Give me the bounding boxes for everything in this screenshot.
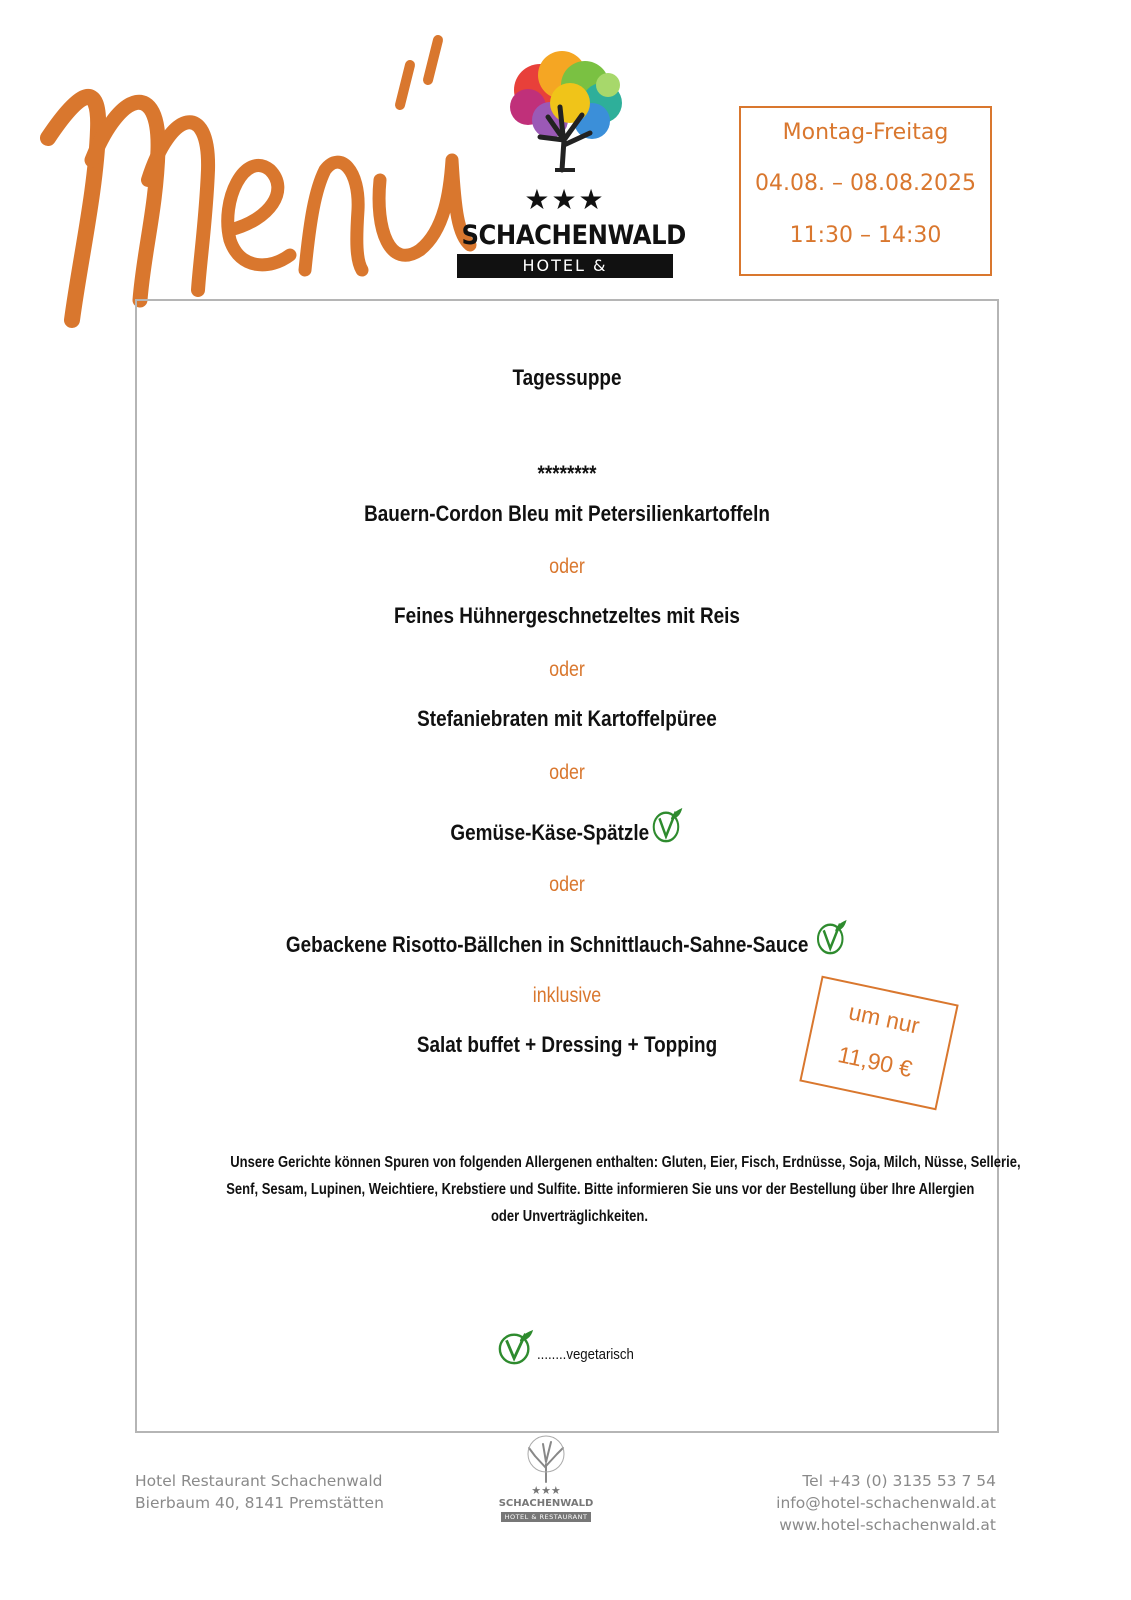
vegetarian-icon (815, 918, 848, 956)
footer-logo-subtitle: HOTEL & RESTAURANT (501, 1512, 591, 1522)
inclusive-label: inklusive (532, 984, 602, 1007)
allergen-note (155, 1149, 1021, 1230)
logo-name: SCHACHENWALD (461, 220, 686, 251)
allergen-line-3: oder Unverträglichkeiten. (490, 1208, 648, 1225)
footer-contact (776, 1470, 996, 1536)
footer-logo (496, 1432, 596, 1524)
dish-2: Feines Hühnergeschnetzeltes mit Reis (394, 603, 740, 628)
separator-2: oder (549, 658, 585, 681)
salad-item: Salat buffet + Dressing + Topping (416, 1032, 718, 1057)
logo-stars: ★★★ (524, 183, 606, 216)
hotel-logo (450, 45, 686, 299)
dish-4: Gemüse-Käse-Spätzle (450, 820, 650, 845)
schedule-box (739, 106, 992, 276)
menu-title (40, 20, 510, 330)
vegetarian-legend-label: ........vegetarisch (537, 1346, 634, 1363)
soup-item: Tagessuppe (512, 365, 622, 390)
menu-divider: ******** (537, 461, 597, 486)
footer-phone: Tel +43 (0) 3135 53 7 54 (802, 1472, 996, 1490)
footer-address (135, 1470, 384, 1514)
menu-frame (135, 299, 1021, 1433)
schedule-hours: 11:30 – 14:30 (789, 223, 942, 248)
allergen-line-2: Senf, Sesam, Lupinen, Weichtiere, Krebstiere und Sulfite. Bitte informieren Sie uns vor der Bestellung über Ihre Allergien (226, 1181, 975, 1198)
footer-logo-stars: ★★★ (531, 1484, 561, 1497)
price-prefix: um nur (846, 998, 922, 1039)
footer-website[interactable]: www.hotel-schachenwald.at (779, 1516, 996, 1534)
schedule-dates: 04.08. – 08.08.2025 (755, 171, 976, 196)
dish-5-row (197, 918, 937, 958)
logo-subtitle: HOTEL & RESTAURANT (457, 254, 673, 278)
price-box (799, 976, 958, 1111)
separator-3: oder (549, 761, 585, 784)
tree-icon (521, 1432, 571, 1484)
dish-5: Gebackene Risotto-Bällchen in Schnittlauch-Sahne-Sauce (285, 932, 809, 957)
footer-hotel-name: Hotel Restaurant Schachenwald (135, 1472, 383, 1490)
vegetarian-icon (497, 1328, 535, 1366)
dish-1: Bauern-Cordon Bleu mit Petersilienkartoffeln (364, 501, 770, 526)
vegetarian-icon (651, 806, 684, 844)
rainbow-tree-icon (500, 45, 630, 175)
vegetarian-legend (497, 1326, 697, 1371)
schedule-days: Montag-Freitag (782, 120, 949, 145)
separator-4: oder (549, 873, 585, 896)
footer-street: Bierbaum 40, 8141 Premstätten (135, 1494, 384, 1512)
dish-4-row (197, 806, 937, 846)
dish-3: Stefaniebraten mit Kartoffelpüree (417, 706, 717, 731)
price-amount: 11,90 € (835, 1041, 915, 1083)
separator-1: oder (549, 555, 585, 578)
allergen-line-1: Unsere Gerichte können Spuren von folgenden Allergenen enthalten: Gluten, Eier, Fisch, Erdnüsse, Soja, Milch, Nüsse, Sellerie, (230, 1154, 1021, 1171)
footer-email[interactable]: info@hotel-schachenwald.at (776, 1494, 996, 1512)
footer-logo-name: SCHACHENWALD (498, 1498, 594, 1509)
